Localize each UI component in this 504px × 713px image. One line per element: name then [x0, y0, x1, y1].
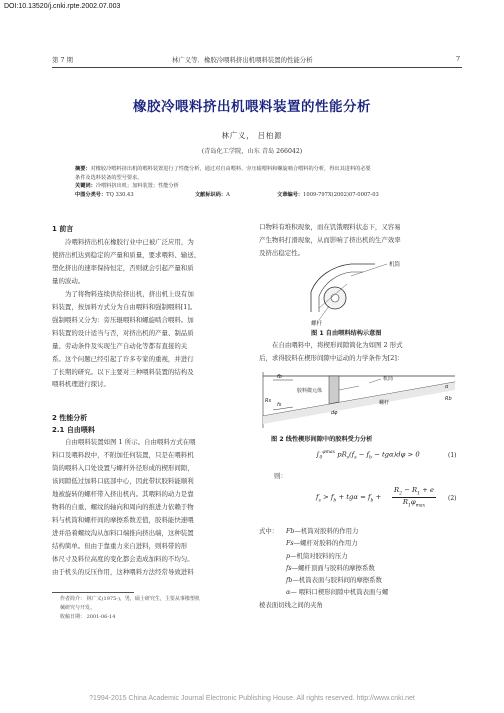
section-2-heading: 2 性能分析	[52, 414, 88, 422]
copyright-footer: ?1994-2015 China Academic Journal Electronic Publishing House. All rights reserved. http://www.cnki.net	[89, 695, 415, 702]
fig1-label-barrel: 机筒	[389, 262, 401, 268]
fig2-rubber-element	[329, 376, 339, 404]
fig2-leader-rubber	[339, 386, 359, 390]
s21-l7: 料与机筒和螺杆间的摩擦系数差值，胶料能快速喂	[52, 515, 194, 524]
s1p1-l1: 冷喂料挤出机在橡胶行业中已被广泛应用，为	[65, 238, 194, 246]
s1p2-l4: 料装置的设计适当与否，对挤出机的产量、制品质	[52, 328, 194, 337]
fig2-leader-barrel	[369, 379, 381, 383]
doc-code: A	[226, 191, 230, 198]
s1p2-l5: 量、劳动条件及实现生产自动化等都有直接的关	[52, 341, 188, 350]
s1p2-l8: 喂料机理进行探讨。	[52, 380, 110, 389]
figure-1	[305, 258, 420, 326]
section-2-1-heading: 2.1 自由喂料	[52, 426, 95, 434]
footnote-rule	[52, 592, 134, 593]
affiliation: (青岛化工学院，山东 青岛 266042)	[201, 148, 303, 155]
fig2-label-rs: Rs	[265, 398, 272, 404]
article-no-label: 文章编号：	[277, 191, 304, 198]
s1p2-l3: 强制喂料又分为：旁压辊喂料和螺旋啮合喂料。加	[52, 315, 194, 324]
fig2-fs-arrow	[273, 407, 293, 410]
footnote-received: 收稿日期： 2001-06-14	[60, 614, 116, 620]
rp1-l1: 口物料有堆积现象，而在饥饿喂料状态下，又容易	[259, 223, 401, 231]
s21-l4: 该间隙低过加料口底部中心，因此带状胶料能顺利	[52, 476, 194, 485]
fig2-label-fb: fb	[277, 374, 282, 380]
fig2-label-dphi: dφ	[331, 410, 338, 416]
fig2-label-fs: fs	[277, 402, 282, 408]
s1p1-l4: 量的波动。	[52, 276, 85, 285]
fig1-label-screw: 螺杆	[311, 321, 323, 326]
s21-l5: 地被旋转的螺杆带入挤出机内。其喂料的动力是靠	[52, 489, 194, 498]
page-number: 7	[456, 55, 461, 63]
s21-l2: 料口及喂料段中，不附加任何装置，只是在喂料机	[52, 450, 194, 459]
s21-l1: 自由喂料装置如图 1 所示。自由喂料方式在喂	[65, 438, 196, 446]
symbol-item-fs: Fs—螺杆对胶料的作用力	[286, 539, 358, 548]
figure-2	[259, 366, 459, 432]
equation-1-number: (1)	[448, 452, 457, 459]
footnote-author-2: 械研究与开发。	[60, 605, 96, 611]
fig1-screw-hub	[331, 294, 339, 302]
fig2-label-rubber: 胶料微元体	[297, 388, 323, 394]
fig1-leader-screw	[319, 306, 329, 320]
s21-l6: 物料的自重、螺纹的轴向和周向的推进力依赖于物	[52, 502, 194, 511]
abstract	[75, 165, 435, 199]
abstract-line-2: 条件及选料装备的型号要求。	[75, 174, 143, 181]
section-1-body	[52, 236, 248, 391]
right-para-1	[259, 221, 459, 260]
rp1-l2: 产生物料打滑现象，从而影响了挤出机的生产效率	[259, 235, 401, 244]
symbol-item-alpha: α— 喂料口楔形间隙中机筒表面与螺	[286, 588, 389, 597]
doi-label: DOI:10.13520/j.cnki.rpte.2002.07.003	[4, 3, 121, 10]
classification-label: 中图分类号：	[75, 191, 107, 198]
symbol-item-p: p—机筒对胶料的压力	[286, 551, 348, 560]
issue-number: 第 7 期	[52, 56, 73, 64]
fig2-label-alpha: α	[445, 384, 449, 390]
figure-1-caption: 图 1 自由喂料结构示意图	[311, 330, 382, 337]
s21-l3: 筒的喂料入口处设置与螺杆外径形成的楔形间隙，	[52, 463, 194, 472]
keywords: 冷喂料挤出机；加料装置；性能分析	[95, 183, 179, 190]
symbol-item-fs-coef: fs—螺杆顶面与胶料的摩擦系数	[286, 563, 375, 572]
fig2-label-rb: Rb	[445, 396, 452, 402]
section-1-heading: 1 前言	[52, 225, 74, 233]
s1p2-l7: 了长期的研究。以下主要对三种喂料装置的结构及	[52, 367, 194, 376]
equation-2-fraction: $R_2 - R_1 + e$ $R_1\varphi_{max}$	[393, 486, 435, 509]
s1p1-l2: 使挤出机达到稳定的产量和质量，要求喂料、输送、	[52, 250, 201, 259]
s1p1-l3: 塑化挤出的速率保持恒定，否则就会引起产量和质	[52, 263, 194, 272]
rp2-l1: 在自由喂料中，将楔形间隙简化为如图 2 形式	[272, 341, 403, 349]
then-label: 则：	[274, 472, 287, 480]
s21-l10: 体尺寸及料位高度的变化都会造成加料的不均匀。	[52, 554, 194, 563]
paper-title: 橡胶冷喂料挤出机喂料装置的性能分析	[133, 99, 371, 115]
s21-l11: 由于机头的反压作用，这种喂料方法经常导致进料	[52, 567, 194, 576]
fig1-leader-barrel	[351, 264, 387, 276]
right-para-2	[259, 339, 459, 365]
equation-1: $\int_0^{\varphi max}$ $pR_s(f_s - f_b - tg\alpha)d\varphi > 0$	[316, 450, 420, 461]
equation-2: $f_s > f_b + tg\alpha = f_b$ +	[316, 493, 382, 504]
keywords-label: 关键词：	[75, 183, 96, 190]
running-title: 林广义等．橡胶冷喂料挤出机喂料装置的性能分析	[172, 56, 313, 64]
where-label: 式中：	[259, 527, 279, 535]
symbol-list	[286, 525, 461, 599]
doc-code-label: 文献标识码：	[194, 191, 227, 198]
fig2-label-screw: 螺杆	[379, 400, 390, 406]
section-2-1-body	[52, 436, 248, 578]
symbol-item-fb: Fb—机筒对胶料的作用力	[286, 527, 359, 535]
symbol-item-fb-coef: fb—机筒表面与胶料间的摩擦系数	[286, 576, 382, 585]
rp1-l3: 及挤出稳定性。	[259, 248, 305, 257]
s21-l9: 结构简单。但由于靠重力来自进料，则料带的形	[52, 541, 188, 550]
footnote	[60, 595, 200, 622]
footnote-author: 作者简介： 林广义(1975-)，男，硕士研究生，主要从事橡塑机	[60, 596, 200, 602]
article-no: 1009-797X(2002)07-0007-03	[303, 191, 379, 198]
authors: 林广义， 吕柏源	[221, 131, 283, 140]
abstract-label: 摘要：	[75, 166, 91, 172]
rp2-l2: 后，求得胶料在楔形间隙中运动的力学条件为[2]：	[259, 353, 404, 362]
symbol-continuation: 棱表面切线之间的夹角	[259, 601, 323, 609]
fig2-label-barrel: 机筒	[383, 376, 394, 382]
s21-l8: 进并沿着螺纹沟从加料口端推向挤出端，这种装置	[52, 528, 194, 537]
s1p2-l6: 系。这个问题已经引起了许多专家的重视，并进行	[52, 354, 194, 363]
figure-2-caption: 图 2 线性楔形间隙中的胶料受力分析	[271, 436, 373, 443]
classification: TQ 330.43	[106, 191, 134, 198]
abstract-line-1: 对橡胶冷喂料挤出机的喂料装置进行了性能分析，通过对自由喂料、旁压辊喂料和螺旋啮合喂料的分析，得出其进料的必要	[90, 166, 371, 172]
header-rule	[52, 67, 462, 68]
s1p2-l1: 为了将物料连续供给挤出机，挤出机上设有加	[65, 289, 194, 298]
equation-2-number: (2)	[448, 495, 457, 502]
s1p2-l2: 料装置，按加料方式分为自由喂料和强制喂料[1]。	[52, 302, 197, 311]
fig2-screw-hatch	[263, 382, 455, 424]
